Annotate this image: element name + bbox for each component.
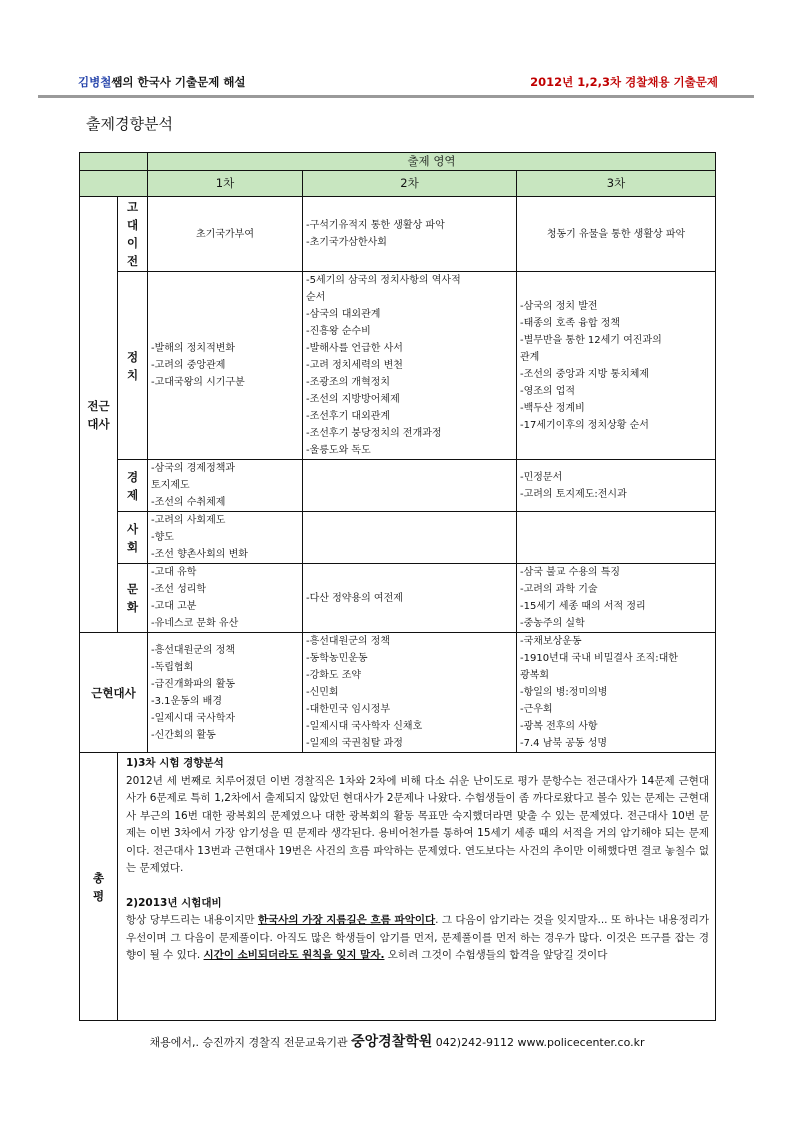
footer-contact: 042)242-9112 www.policecenter.co.kr xyxy=(435,1036,645,1049)
category-cell: 고대이전 xyxy=(118,197,148,272)
emphasis-principle: 시간이 소비되더라도 원칙을 잊지 말자. xyxy=(203,949,385,961)
column-header-1: 1차 xyxy=(148,171,303,197)
category-cell: 문화 xyxy=(118,564,148,633)
modern-col3: -국채보상운동 -1910년대 국내 비밀결사 조직:대한 광복회 -항일의 병:정미의병 -근우회 -광복 전후의 사항 -7.4 남북 공동 성명 xyxy=(517,633,716,753)
header-exam-area: 출제 영역 xyxy=(148,153,716,171)
header-exam-title: 2012년 1,2,3차 경찰채용 기출문제 xyxy=(530,75,718,89)
row2-col2 xyxy=(303,460,517,512)
modern-col2: -흥선대원군의 정책 -동학농민운동 -강화도 조약 -신민회 -대한민국 임시정부 -일제시대 국사학자 신채호 -일제의 국권침탈 과정 xyxy=(303,633,517,753)
row3-col2 xyxy=(303,512,517,564)
group-modern: 근현대사 xyxy=(80,633,148,753)
column-header-3: 3차 xyxy=(517,171,716,197)
modern-col1: -흥선대원군의 정책 -독립협회 -급진개화파의 활동 -3.1운동의 배경 -일제시대 국사학자 -신간회의 활동 xyxy=(148,633,303,753)
row3-col3 xyxy=(517,512,716,564)
emphasis-flow: 한국사의 가장 지름길은 흐름 파악이다 xyxy=(257,914,436,926)
table-row xyxy=(80,512,716,564)
row1-col2: -5세기의 삼국의 정치사항의 역사적 순서 -삼국의 대외관계 -진흥왕 순수비 -발해사를 언급한 사서 -고려 정치세력의 변천 -조광조의 개혁정치 -조선의 지방방어체제 -조선후기 대외관계 -조선후기 붕당정치의 전개과정 -울릉도와 독도 xyxy=(303,272,517,460)
category-cell: 정치 xyxy=(118,272,148,460)
header-subtitle: 쌤의 한국사 기출문제 해설 xyxy=(111,75,246,89)
table-row xyxy=(80,197,716,272)
header-left xyxy=(78,74,246,90)
row4-col2: -다산 정약용의 여전제 xyxy=(303,564,517,633)
header-blank-2 xyxy=(80,171,148,197)
summary-row xyxy=(80,753,716,1021)
group-premodern xyxy=(80,197,118,633)
column-header-2: 2차 xyxy=(303,171,517,197)
row0-col2: -구석기유적지 통한 생활상 파악 -초기국가삼한사회 xyxy=(303,197,517,272)
row3-col1: -고려의 사회제도 -향도 -조선 향촌사회의 변화 xyxy=(148,512,303,564)
header-blank xyxy=(80,153,148,171)
row0-col3: 청동기 유물을 통한 생활상 파악 xyxy=(517,197,716,272)
category-cell: 사회 xyxy=(118,512,148,564)
summary-paragraph-2: 항상 당부드리는 내용이지만 한국사의 가장 지름길은 흐름 파악이다. 그 다음이 암기라는 것을 잊지말자... 또 하나는 내용정리가 우선이며 그 다음이 문제풀이다. 아직도 많은 학생들이 암기를 먼저, 문제풀이를 먼저 하는 경우가 많다. 이것은 뜨구를 잡는 경향이 될 수 있다. 시간이 소비되더라도 원칙을 잊지 말자. 오히려 그것이 수험생들의 합격을 앞당길 것이다 xyxy=(126,914,710,961)
author-name: 김병철 xyxy=(78,75,112,89)
category-cell: 경제 xyxy=(118,460,148,512)
row4-col3: -삼국 불교 수용의 특징 -고려의 과학 기술 -15세기 세종 때의 서적 정리 -중농주의 실학 xyxy=(517,564,716,633)
summary-content xyxy=(118,753,716,1021)
row1-col1: -발해의 정치적변화 -고려의 중앙관제 -고대국왕의 시기구분 xyxy=(148,272,303,460)
header-divider xyxy=(38,95,754,98)
row1-col3: -삼국의 정치 발전 -태종의 호족 융합 정책 -별무반을 통한 12세기 여진과의 관계 -조선의 중앙과 지방 통치체제 -영조의 업적 -백두산 정계비 -17세기이후의 정치상황 순서 xyxy=(517,272,716,460)
summary-heading-1: 1)3차 시험 경향분석 xyxy=(126,757,224,769)
spacer xyxy=(126,878,709,895)
summary-heading-2: 2)2013년 시험대비 xyxy=(126,896,222,909)
footer-brand: 중앙경찰학원 xyxy=(351,1034,433,1050)
row2-col1: -삼국의 경제정책과 토지제도 -조선의 수취체제 xyxy=(148,460,303,512)
summary-paragraph-1: 2012년 세 번째로 치루어졌던 이번 경찰직은 1차와 2차에 비해 다소 쉬운 난이도로 평가 문항수는 전근대사가 14문제 근현대사가 6문제로 특히 1,2차에서 출제되지 않았던 현대사가 2문제나 나왔다. 수험생들이 좀 까다로왔다고 볼수 있는 문제는 근현대사 부근의 16번 대한 광복회의 문제였으나 대한 광복회의 활동 목표만 숙지했더라면 맞출 수 있는 문제였다. 전근대사 10번 문제는 이번 3차에서 가장 암기성을 띤 문제라 생각된다. 용비어천가를 통하여 15세기 세종 때의 서적을 거의 암기해야 되는 문제이다. 전근대사 13번과 근현대사 19번은 사건의 흐름 파악하는 문제였다. 연도보다는 사건의 추이만 이해했다면 결코 놓칠수 없는 문제였다. xyxy=(126,774,710,874)
row0-col1: 초기국가부여 xyxy=(148,197,303,272)
row4-col1: -고대 유학 -조선 성리학 -고대 고분 -유네스코 문화 유산 xyxy=(148,564,303,633)
exam-analysis-table xyxy=(79,152,716,1021)
table-row xyxy=(80,633,716,753)
group-summary: 총평 xyxy=(80,753,118,1021)
table-row xyxy=(80,272,716,460)
table-row xyxy=(80,564,716,633)
page-footer xyxy=(0,1031,794,1051)
page-title: 출제경향분석 xyxy=(86,115,173,133)
table-row xyxy=(80,460,716,512)
footer-prefix: 채용에서,. 승진까지 경찰직 전문교육기관 xyxy=(149,1036,348,1049)
group-label: 전근대사 xyxy=(87,398,110,431)
row2-col3: -민정문서 -고려의 토지제도:전시과 xyxy=(517,460,716,512)
